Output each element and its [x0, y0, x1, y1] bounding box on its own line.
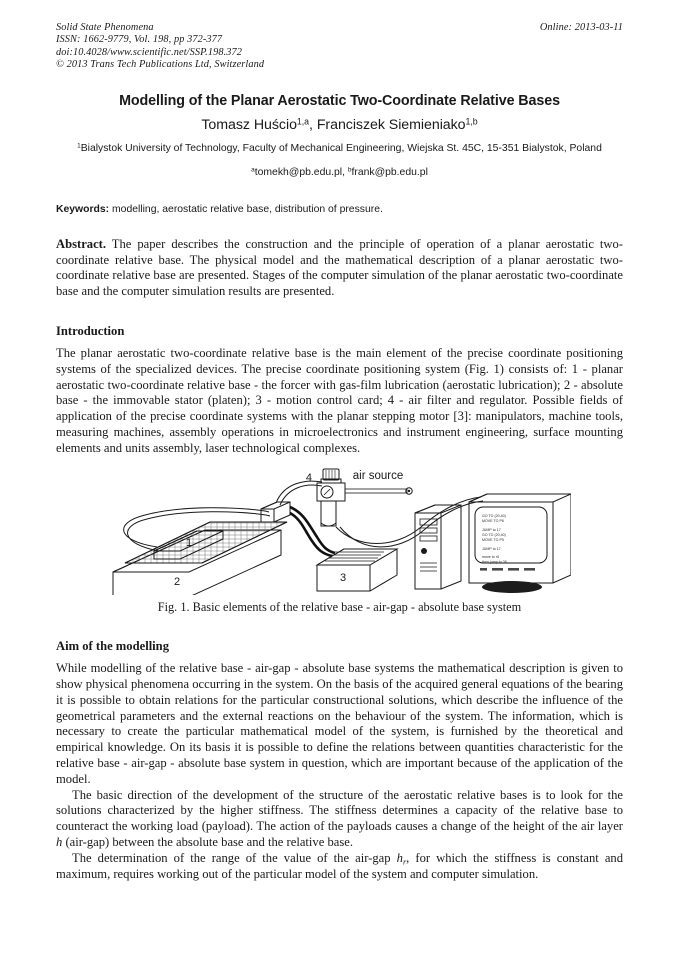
- affiliation-marker: 1: [77, 142, 81, 150]
- author-emails: [56, 167, 623, 178]
- author-2-affiliation-marker: 1,b: [465, 116, 478, 127]
- svg-text:JUMP to 17: JUMP to 17: [481, 546, 501, 551]
- keywords: [56, 204, 623, 215]
- svg-text:GO TO (20,40): GO TO (20,40): [481, 532, 506, 537]
- online-date: Online: 2013-03-11: [539, 22, 623, 33]
- aim-paragraph-2: The basic direction of the development of the structure of the aerostatic relative bases is to look for the solutions characterized by the higher stiffness. The stiffness determines a capacity of the relative base to counteract the working load (payload). The action of the payloads causes a change of the height of the air layer h (air-gap) between the absolute base and the relative base.: [56, 787, 623, 850]
- section-heading-aim: Aim of the modelling: [56, 638, 169, 653]
- svg-text:then jump to 36: then jump to 36: [481, 559, 507, 564]
- svg-text:JUMP to 17: JUMP to 17: [481, 527, 501, 532]
- running-head: [56, 22, 623, 72]
- figure-1: [56, 467, 623, 615]
- affiliation: [56, 142, 623, 157]
- figure-label-forcer: 1: [185, 536, 192, 549]
- journal-name: Solid State Phenomena: [56, 22, 154, 33]
- figure-label-control-card: 3: [339, 571, 346, 584]
- pc-monitor: [469, 494, 571, 593]
- figure-1-illustration: [109, 467, 571, 595]
- figure-1-caption: Fig. 1. Basic elements of the relative base - air-gap - absolute base system: [157, 599, 522, 614]
- hose-connector-block: [261, 502, 290, 522]
- figure-label-air-source: air source: [352, 469, 403, 482]
- doi-line: doi:10.4028/www.scientific.net/SSP.198.372: [56, 46, 243, 58]
- monitor-buttons: [480, 568, 535, 571]
- control-cables: [290, 507, 335, 556]
- air-source-line: [345, 487, 412, 493]
- abstract-text: The paper describes the construction and the principle of operation of a planar aerostatic two-coordinate relative base. The physical model and the mathematical description of a planar aerostatic two-coordinate relative base are presented. Stages of the computer simulation of the planar aerostatic two-coordinate base and the computer simulation results are presented.: [56, 237, 623, 298]
- pc-tower: [415, 505, 461, 589]
- email-1: tomekh@pb.edu.pl,: [254, 167, 348, 179]
- monitor-screen-text: [482, 514, 507, 564]
- email-2: frank@pb.edu.pl: [351, 167, 428, 179]
- svg-text:MOVE TO P5: MOVE TO P5: [481, 537, 504, 542]
- page-title: Modelling of the Planar Aerostatic Two-Coordinate Relative Bases: [119, 92, 560, 109]
- air-filter-regulator: [317, 469, 345, 526]
- svg-text:MOVE TO P6: MOVE TO P6: [481, 518, 504, 523]
- introduction-paragraph-1: The planar aerostatic two-coordinate relative base is the main element of the precise coordinate positioning systems of the specialized devices. The precise coordinate positioning system (Fig. 1) consists of: 1 - planar aerostatic two-coordinate relative base - the forcer with gas-film lubrication (aerostatic lubrication); 2 - absolute base - the immovable stator (platen); 3 - motion control card; 4 - air filter and regulator. Possible fields of application of the precise coordinate systems with the planar stepping motor [3]: manipulators, machine tools, measuring machines, assembly operations in microelectronics and instrument engineering, surface mounting elements and units assembly, laser technological complexes.: [56, 346, 623, 455]
- author-separator: ,: [309, 116, 317, 133]
- svg-text:move to r5: move to r5: [481, 554, 499, 559]
- author-1-name: Tomasz Huścio: [201, 116, 297, 133]
- email-a-marker: a: [251, 166, 255, 174]
- author-2-name: Franciszek Siemieniako: [316, 116, 466, 133]
- abstract: [56, 237, 623, 299]
- aim-paragraph-1: While modelling of the relative base - air-gap - absolute base systems the mathematical description is given to show physical phenomena occurring in the system. On the basis of the acquired general equations of the bearing it is possible to obtain relations for the particular constructional solutions, which describe the influence of the geometrical parameters and the external reactions on the behaviour of the system. The information, which is necessary to create the particular mathematical model of the system, is furnished by the theoretical and empirical knowledge. On its basis it is possible to define the relations between quantities characteristic for the relative base - air-gap - absolute base system in question, which are important because of the application of the model.: [56, 661, 623, 786]
- svg-text:GO TO (20,40): GO TO (20,40): [481, 513, 506, 518]
- keywords-label: Keywords:: [56, 204, 110, 216]
- author-list: [56, 117, 623, 133]
- figure-label-filter-regulator: 4: [305, 471, 312, 484]
- keywords-text: modelling, aerostatic relative base, distribution of pressure.: [109, 204, 383, 216]
- abstract-label: Abstract.: [56, 237, 107, 252]
- section-heading-introduction: Introduction: [56, 323, 125, 338]
- figure-label-platen: 2: [173, 575, 180, 588]
- author-1-affiliation-marker: 1,a: [296, 116, 310, 127]
- regulator-supply-tube: [276, 481, 322, 505]
- affiliation-text: Bialystok University of Technology, Faculty of Mechanical Engineering, Wiejska St. 45C, 15-351 Bialystok, Poland: [80, 142, 602, 154]
- email-b-marker: b: [347, 166, 352, 174]
- aim-paragraph-3: The determination of the range of the value of the air-gap $h_r$, for which the stiffness is constant and maximum, requires working out of the particular model of the system and computer simulation.: [56, 850, 623, 881]
- copyright-line: © 2013 Trans Tech Publications Ltd, Switzerland: [56, 59, 265, 71]
- issn-line: ISSN: 1662-9779, Vol. 198, pp 372-377: [56, 34, 223, 46]
